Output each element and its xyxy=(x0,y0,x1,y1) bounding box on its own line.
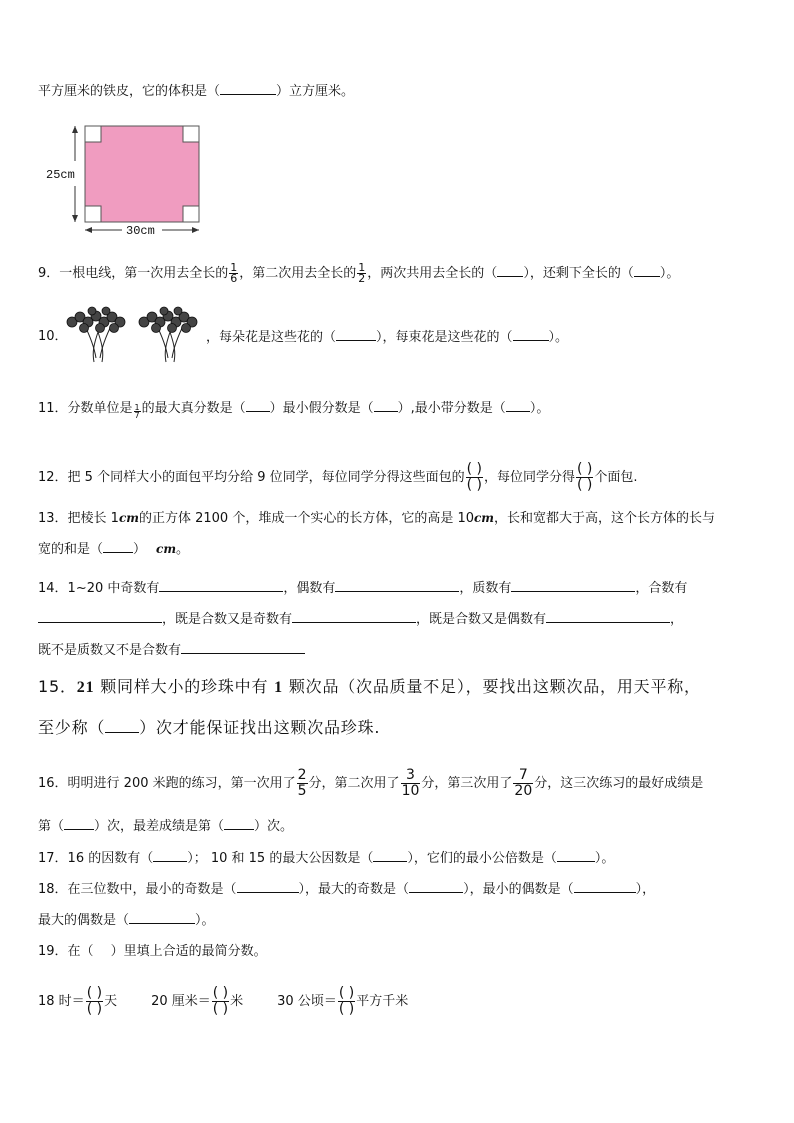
answer-blank[interactable] xyxy=(546,610,670,623)
question-9: 9．一根电线，第一次用去全长的 $\frac{1}{6}$ ，第二次用去全长的 $\frac{1}{2}$ ，两次共用去全长的（ ），还剩下全长的（ ）。 xyxy=(38,261,680,285)
question-10: 10． xyxy=(38,329,68,344)
answer-blank[interactable] xyxy=(153,849,187,862)
fraction: $\frac{1}{2}$ xyxy=(358,261,366,285)
answer-blank[interactable] xyxy=(374,399,398,412)
answer-fraction[interactable]: $\frac{( )}{( )}$ xyxy=(212,985,229,1017)
corner-square-tl xyxy=(85,126,101,142)
q8-continuation: 平方厘米的铁皮，它的体积是（ ）立方厘米。 xyxy=(38,84,355,99)
question-14: 14．1~20 中奇数有 ，偶数有 ，质数有 ，合数有 xyxy=(38,581,688,596)
answer-blank[interactable] xyxy=(497,264,523,277)
fraction: $\frac{1}{6}$ xyxy=(230,261,238,285)
answer-fraction[interactable]: $\frac{( )}{( )}$ xyxy=(577,461,593,493)
answer-blank[interactable] xyxy=(129,911,195,924)
question-15-line2: 至少称（ ）次才能保证找出这颗次品珍珠. xyxy=(38,718,381,737)
answer-blank[interactable] xyxy=(574,880,636,893)
answer-blank[interactable] xyxy=(38,610,162,623)
answer-blank[interactable] xyxy=(513,328,549,341)
answer-fraction[interactable]: $\frac{( )}{( )}$ xyxy=(338,985,355,1017)
answer-fraction[interactable]: $\frac{( )}{( )}$ xyxy=(466,461,482,493)
question-16-line2: 第（ ）次，最差成绩是第（ ）次。 xyxy=(38,819,294,834)
answer-blank[interactable] xyxy=(220,82,276,95)
bouquet-2-flowers xyxy=(139,307,197,333)
answer-blank[interactable] xyxy=(292,610,416,623)
sheet-rect xyxy=(85,126,199,222)
answer-blank[interactable] xyxy=(511,579,635,592)
answer-blank[interactable] xyxy=(64,817,94,830)
fraction: $\frac{3}{10}$ xyxy=(401,767,420,799)
question-16: 16．明明进行 200 米跑的练习，第一次用了 $\frac{2}{5}$ 分，第二次用了 $\frac{3}{10}$ 分，第三次用了 $\frac{7}{20}$ 分，这三次练习的最好成绩是 xyxy=(38,767,704,799)
answer-blank[interactable] xyxy=(103,540,133,553)
bouquet-1-flowers xyxy=(67,307,125,333)
flower-bouquets-image xyxy=(64,306,206,364)
fraction: $\frac{7}{20}$ xyxy=(514,767,533,799)
question-14-line3: 既不是质数又不是合数有 xyxy=(38,641,305,660)
answer-blank[interactable] xyxy=(224,817,254,830)
corner-square-tr xyxy=(183,126,199,142)
question-11: 11．分数单位是 $\frac{1}{7}$ 的最大真分数是（ ）最小假分数是（ ）,最小带分数是（ ）。 xyxy=(38,401,550,420)
question-10-text: ，每朵花是这些花的（ ），每束花是这些花的（ ）。 xyxy=(206,330,569,345)
question-13: 13．把棱长 1cm的正方体 2100 个，堆成一个实心的长方体，它的高是 10cm，长和宽都大于高，这个长方体的长与 xyxy=(38,511,716,526)
bottom-length-label: 30cm xyxy=(126,224,155,238)
answer-blank[interactable] xyxy=(634,264,660,277)
answer-blank[interactable] xyxy=(181,641,305,654)
answer-blank[interactable] xyxy=(506,399,530,412)
question-19: 19．在（ ）里填上合适的最简分数。 xyxy=(38,944,267,959)
answer-blank[interactable] xyxy=(159,579,283,592)
question-19-items: 18 时＝ $\frac{( )}{( )}$ 天 20 厘米＝ $\frac{( )}{( )}$ 米 30 公顷＝ $\frac{( )}{( )}$ 平方千米 xyxy=(38,985,409,1017)
question-15: 15．21 颗同样大小的珍珠中有 1 颗次品（次品质量不足），要找出这颗次品，用天平称， xyxy=(38,677,701,696)
answer-blank[interactable] xyxy=(335,579,459,592)
question-17: 17．16 的因数有（ ）； 10 和 15 的最大公因数是（ ），它们的最小公倍数是（ ）。 xyxy=(38,851,615,866)
question-18: 18．在三位数中，最小的奇数是（ ），最大的奇数是（ ），最小的偶数是（ ）， xyxy=(38,882,656,897)
question-14-line2: ，既是合数又是奇数有 ，既是合数又是偶数有 ， xyxy=(38,610,683,629)
fraction: $\frac{1}{7}$ xyxy=(134,403,140,420)
answer-blank[interactable] xyxy=(336,328,376,341)
answer-blank[interactable] xyxy=(557,849,595,862)
corner-square-bl xyxy=(85,206,101,222)
sheet-figure xyxy=(40,116,220,242)
fraction: $\frac{2}{5}$ xyxy=(297,767,307,799)
question-12: 12．把 5 个同样大小的面包平均分给 9 位同学，每位同学分得这些面包的 $\frac{( )}{( )}$ ，每位同学分得 $\frac{( )}{( )}$ 个面包. xyxy=(38,461,638,493)
answer-blank[interactable] xyxy=(246,399,270,412)
answer-blank[interactable] xyxy=(373,849,407,862)
answer-blank[interactable] xyxy=(105,717,139,733)
corner-square-br xyxy=(183,206,199,222)
answer-blank[interactable] xyxy=(237,880,299,893)
question-18-line2: 最大的偶数是（ ）。 xyxy=(38,913,215,928)
answer-fraction[interactable]: $\frac{( )}{( )}$ xyxy=(86,985,103,1017)
question-13-line2: 宽的和是（ ） cm。 xyxy=(38,542,190,557)
side-length-label: 25cm xyxy=(46,168,75,182)
answer-blank[interactable] xyxy=(409,880,463,893)
